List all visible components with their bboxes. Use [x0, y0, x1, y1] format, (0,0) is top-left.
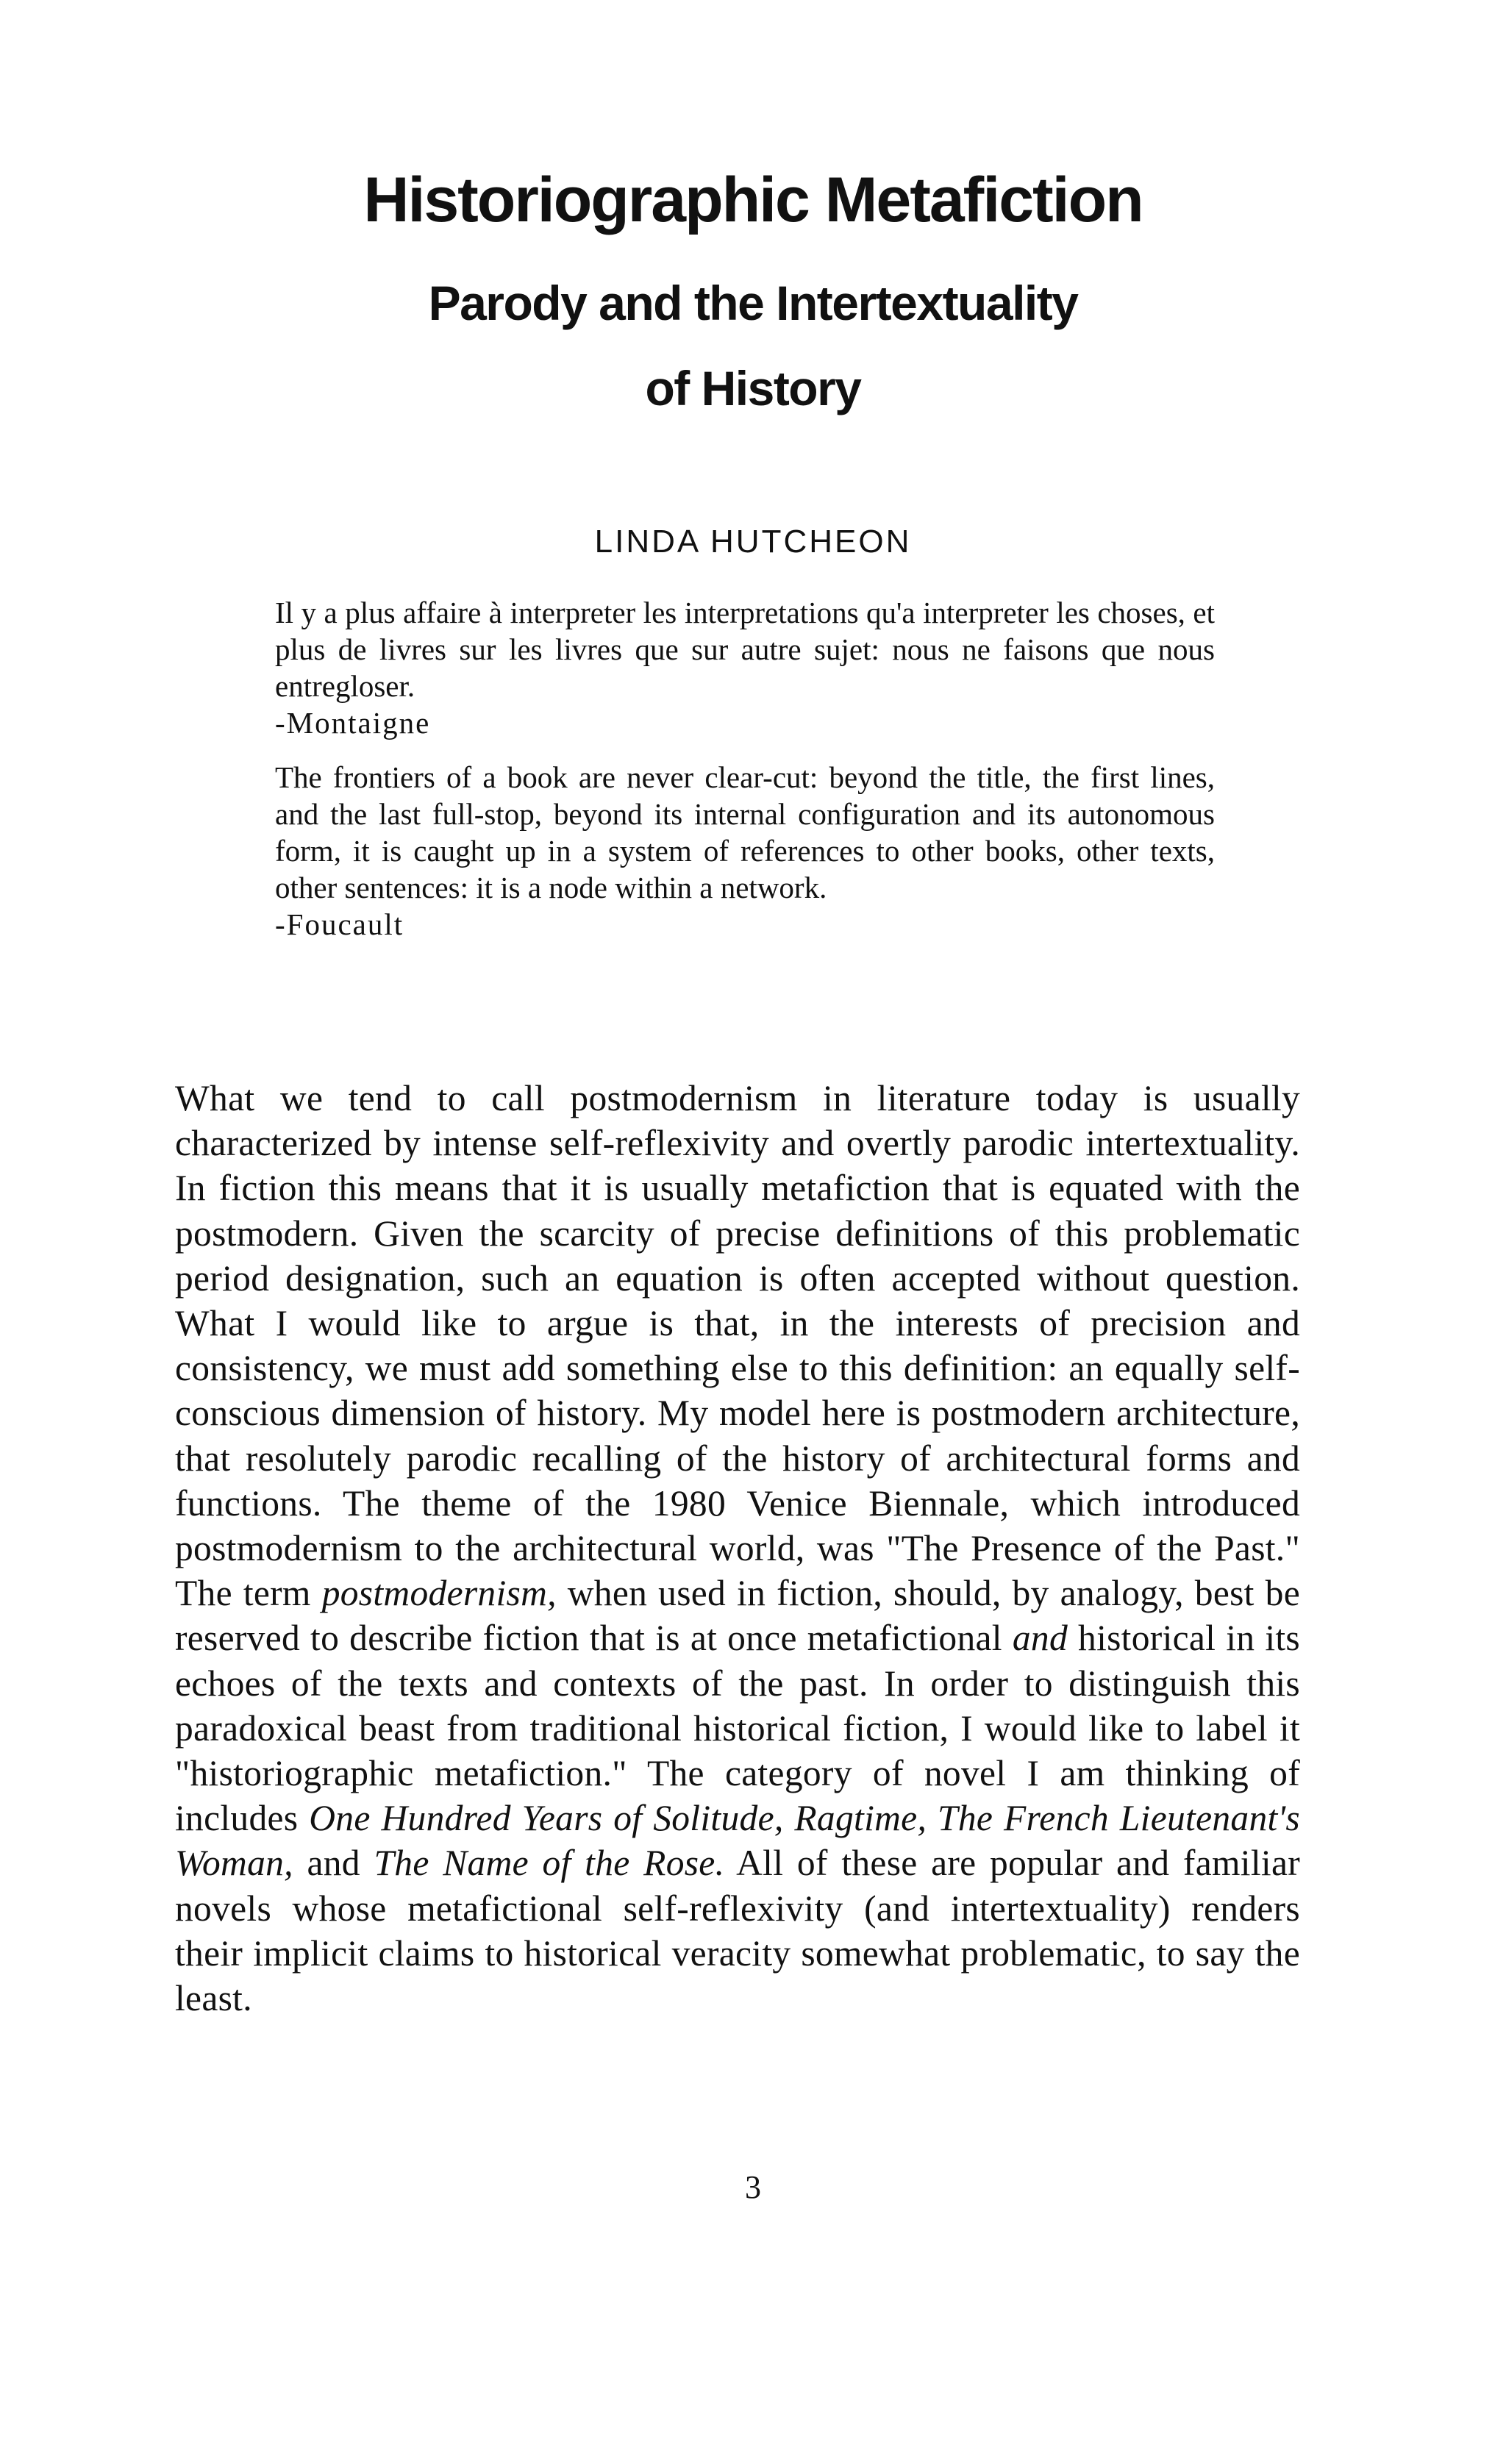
article-title: Historiographic Metafiction	[363, 165, 1143, 235]
body-text-run: All of these are popular and familiar novels whose metafictional self-reflexivity (and intertextuality) renders their implicit claims to historical veracity somewhat problematic, to say the least.	[175, 1843, 1300, 2019]
epigraph-attribution: -Montaigne	[275, 706, 431, 740]
body-italic-term: postmodernism,	[321, 1573, 557, 1614]
page-number: 3	[745, 2169, 761, 2205]
epigraph-foucault	[275, 759, 1215, 943]
article-subtitle-line-2: of History	[645, 361, 861, 415]
body-italic-titles: One Hundred Years of Solitude, Ragtime, The French Lieutenant's Woman,	[175, 1798, 1300, 1884]
body-text-run: historical in its echoes of the texts and contexts of the past. In order to distinguish this paradoxical beast from traditional historical fiction, I would like to label it "historiographic metafiction." The category of novel I am thinking of includes	[175, 1618, 1300, 1839]
author-name: LINDA HUTCHEON	[594, 524, 912, 560]
body-text-run: What we tend to call postmodernism in literature today is usually characterized by intense self-reflexivity and overtly parodic intertextuality. In fiction this means that it is usually metafiction that is equated with the postmodern. Given the scarcity of precise definitions of this problematic period designation, such an equation is often accepted without question. What I would like to argue is that, in the interests of precision and consistency, we must add something else to this definition: an equally self-conscious dimension of history. My model here is postmodern architecture, that resolutely parodic recalling of the history of architectural forms and functions. The theme of the 1980 Venice Biennale, which introduced postmodernism to the architectural world, was "The Presence of the Past." The term	[175, 1078, 1300, 1614]
body-text-run: and	[293, 1843, 374, 1884]
body-italic-term: and	[1012, 1618, 1068, 1659]
body-italic-title: The Name of the Rose.	[374, 1843, 725, 1884]
epigraph-montaigne	[275, 594, 1215, 741]
body-text-run: when used in fiction, should, by analogy, best be reserved to describe fiction that is at once metafictional	[175, 1573, 1300, 1659]
body-paragraph	[175, 1076, 1300, 2021]
article-subtitle-line-1: Parody and the Intertextuality	[428, 276, 1078, 330]
epigraph-attribution: -Foucault	[275, 907, 404, 941]
epigraph-text: The frontiers of a book are never clear-cut: beyond the title, the first lines, and the last full-stop, beyond its internal configuration and its autonomous form, it is caught up in a system of references to other books, other texts, other sentences: it is a node within a network.	[275, 760, 1215, 904]
epigraph-text: Il y a plus affaire à interpreter les interpretations qu'a interpreter les choses, et plus de livres sur les livres que sur autre sujet: nous ne faisons que nous entregloser.	[275, 596, 1215, 703]
